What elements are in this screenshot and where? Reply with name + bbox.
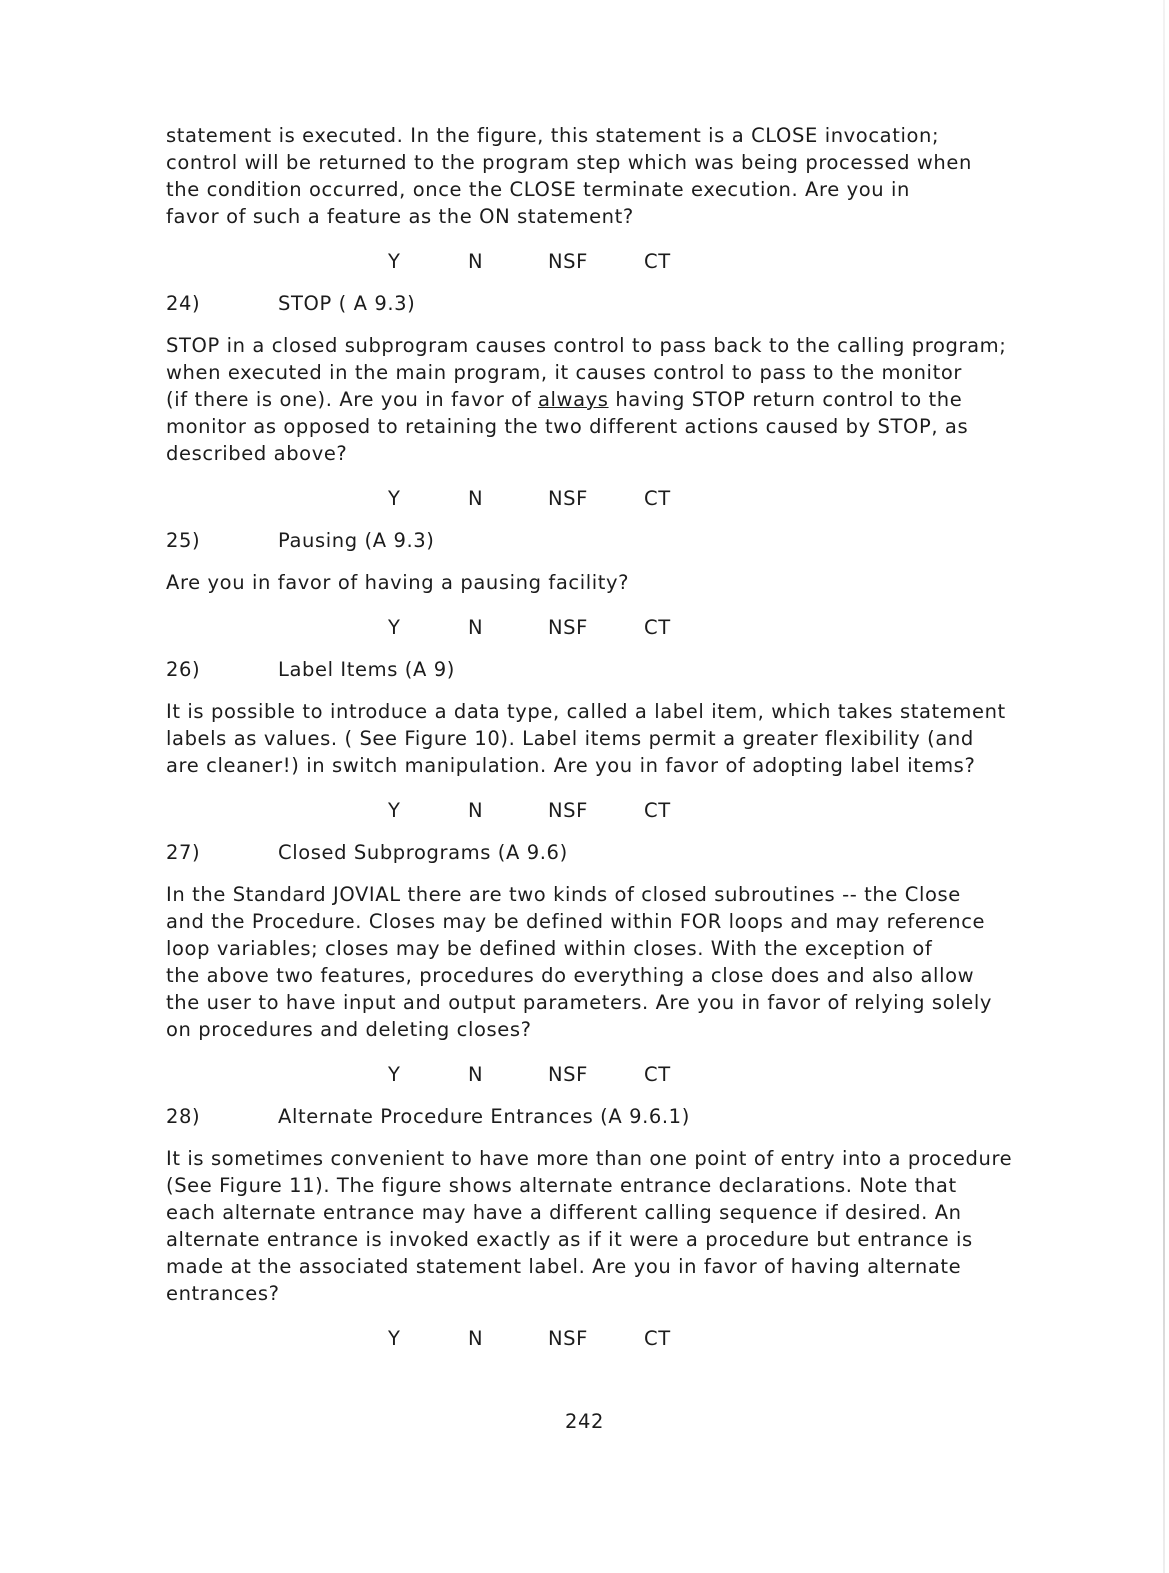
answer-options-25: [166, 614, 1016, 641]
answer-yes[interactable]: Y: [388, 1327, 401, 1350]
paragraph-line: made at the associated statement label. Are you in favor of having alternate: [166, 1255, 962, 1278]
answer-no[interactable]: N: [468, 1327, 484, 1350]
answer-options-28: [166, 1325, 1016, 1352]
answer-yes[interactable]: Y: [388, 616, 401, 639]
paragraph-line: statement is executed. In the figure, this statement is a CLOSE invocation;: [166, 124, 940, 147]
answer-nsf[interactable]: NSF: [548, 1327, 588, 1350]
question-body-25: [166, 569, 1016, 596]
underlined-word: always: [537, 388, 609, 411]
answer-no[interactable]: N: [468, 616, 484, 639]
paragraph-line: alternate entrance is invoked exactly as if it were a procedure but entrance is: [166, 1228, 973, 1251]
paragraph-line: Are you in favor of having a pausing facility?: [166, 571, 630, 594]
question-heading-25: [166, 527, 1016, 554]
answer-nsf[interactable]: NSF: [548, 799, 588, 822]
paragraph-line: on procedures and deleting closes?: [166, 1018, 532, 1041]
question-number: 24): [166, 292, 201, 315]
question-body-24: [166, 332, 1016, 467]
question-heading-26: [166, 656, 1016, 683]
answer-nsf[interactable]: NSF: [548, 1063, 588, 1086]
paragraph-line: the user to have input and output parameters. Are you in favor of relying solely: [166, 991, 992, 1014]
answer-ct[interactable]: CT: [644, 1327, 671, 1350]
answer-nsf[interactable]: NSF: [548, 250, 588, 273]
question-body-27: [166, 881, 1016, 1043]
answer-options-24: [166, 485, 1016, 512]
paragraph-line: entrances?: [166, 1282, 280, 1305]
answer-ct[interactable]: CT: [644, 616, 671, 639]
paragraph-line: and the Procedure. Closes may be defined within FOR loops and may reference: [166, 910, 986, 933]
question-heading-24: [166, 290, 1016, 317]
question-heading-28: [166, 1103, 1016, 1130]
answer-yes[interactable]: Y: [388, 250, 401, 273]
answer-no[interactable]: N: [468, 250, 484, 273]
paragraph-line: labels as values. ( See Figure 10). Label items permit a greater flexibility (and: [166, 727, 974, 750]
page-number: 242: [564, 1410, 605, 1433]
paragraph-line: favor of such a feature as the ON statement?: [166, 205, 634, 228]
answer-ct[interactable]: CT: [644, 799, 671, 822]
question-number: 26): [166, 658, 201, 681]
question-title: Alternate Procedure Entrances (A 9.6.1): [278, 1105, 690, 1128]
page-content: [166, 122, 1016, 1352]
question-heading-27: [166, 839, 1016, 866]
paragraph-line: monitor as opposed to retaining the two different actions caused by STOP, as: [166, 415, 969, 438]
paragraph-line: STOP in a closed subprogram causes control to pass back to the calling program;: [166, 334, 1007, 357]
paragraph-line: described above?: [166, 442, 348, 465]
paragraph-line: It is sometimes convenient to have more than one point of entry into a procedure: [166, 1147, 1013, 1170]
paragraph-line: each alternate entrance may have a different calling sequence if desired. An: [166, 1201, 962, 1224]
question-title: Pausing (A 9.3): [278, 529, 435, 552]
paragraph-line: (See Figure 11). The figure shows alternate entrance declarations. Note that: [166, 1174, 957, 1197]
paragraph-line: are cleaner!) in switch manipulation. Are you in favor of adopting label items?: [166, 754, 976, 777]
answer-ct[interactable]: CT: [644, 1063, 671, 1086]
answer-options-23: [166, 248, 1016, 275]
answer-ct[interactable]: CT: [644, 487, 671, 510]
paragraph-line: loop variables; closes may be defined within closes. With the exception of: [166, 937, 933, 960]
answer-no[interactable]: N: [468, 487, 484, 510]
answer-ct[interactable]: CT: [644, 250, 671, 273]
page-edge-shadow: [1163, 0, 1165, 1573]
paragraph-line: when executed in the main program, it causes control to pass to the monitor: [166, 361, 962, 384]
question-title: Closed Subprograms (A 9.6): [278, 841, 568, 864]
answer-options-26: [166, 797, 1016, 824]
question-title: STOP ( A 9.3): [278, 292, 416, 315]
question-body-28: [166, 1145, 1016, 1307]
question-number: 25): [166, 529, 201, 552]
answer-nsf[interactable]: NSF: [548, 487, 588, 510]
answer-options-27: [166, 1061, 1016, 1088]
line-end: having STOP return control to the: [608, 388, 963, 411]
answer-yes[interactable]: Y: [388, 487, 401, 510]
answer-nsf[interactable]: NSF: [548, 616, 588, 639]
answer-no[interactable]: N: [468, 799, 484, 822]
question-number: 28): [166, 1105, 201, 1128]
question-title: Label Items (A 9): [278, 658, 455, 681]
answer-yes[interactable]: Y: [388, 799, 401, 822]
intro-paragraph: [166, 122, 1016, 230]
line-start: (if there is one). Are you in favor of: [166, 388, 538, 411]
answer-yes[interactable]: Y: [388, 1063, 401, 1086]
paragraph-line: In the Standard JOVIAL there are two kinds of closed subroutines -- the Close: [166, 883, 961, 906]
paragraph-line: It is possible to introduce a data type, called a label item, which takes statement: [166, 700, 1006, 723]
paragraph-line: control will be returned to the program step which was being processed when: [166, 151, 972, 174]
paragraph-line: the above two features, procedures do everything a close does and also allow: [166, 964, 975, 987]
answer-no[interactable]: N: [468, 1063, 484, 1086]
question-body-26: [166, 698, 1016, 779]
paragraph-line: the condition occurred, once the CLOSE terminate execution. Are you in: [166, 178, 910, 201]
paragraph-line: [166, 386, 1016, 413]
question-number: 27): [166, 841, 201, 864]
